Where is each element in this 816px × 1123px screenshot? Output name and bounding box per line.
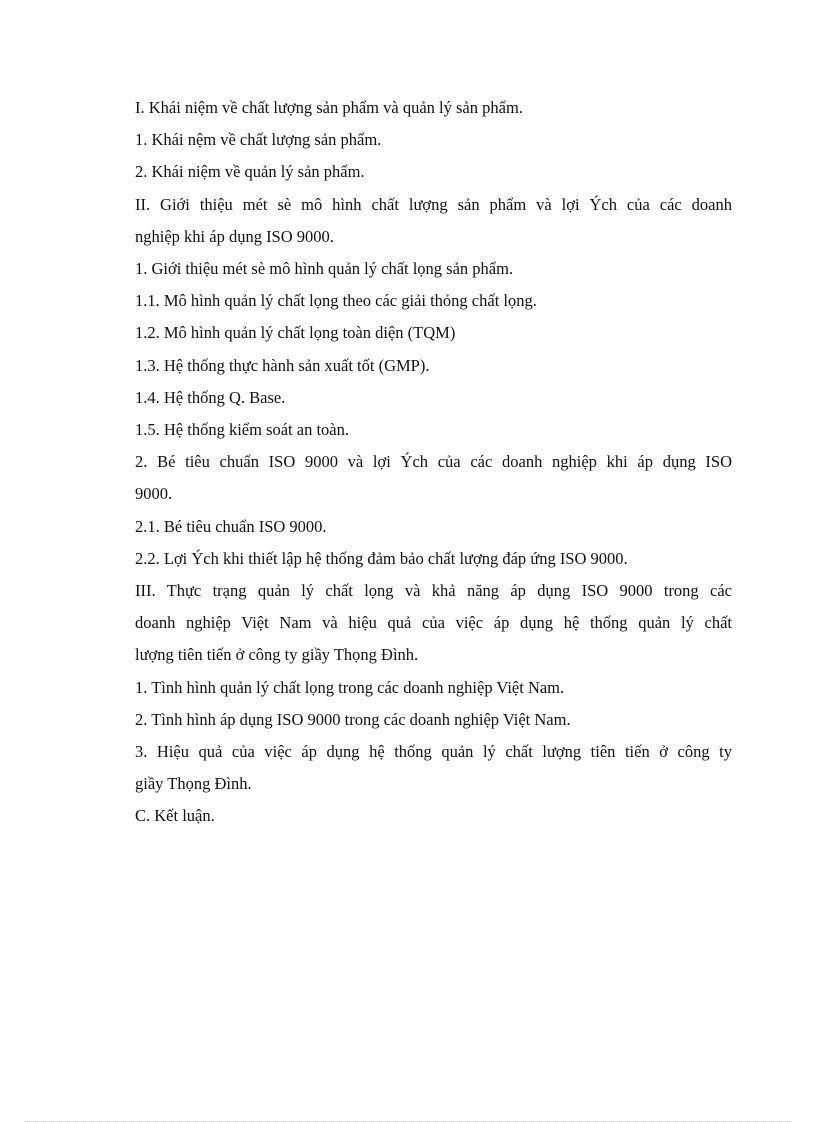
toc-line: 2.2. Lợi Ých khi thiết lập hệ thống đảm bảo chất lượng đáp ứng ISO 9000. [135, 548, 628, 568]
toc-line: doanh nghiệp Việt Nam và hiệu quả của việc áp dụng hệ thống quản lý chất [135, 613, 732, 633]
page-bottom-divider [24, 1121, 792, 1122]
toc-line: II. Giới thiệu mét sè mô hình chất lượng sản phẩm và lợi Ých của các doanh [135, 194, 732, 214]
toc-line: 3. Hiệu quả của việc áp dụng hệ thống quản lý chất lượng tiên tiến ở công ty [135, 742, 732, 762]
toc-line: C. Kết luận. [135, 806, 215, 826]
toc-line: 1.4. Hệ thống Q. Base. [135, 387, 286, 407]
toc-line: 1. Tình hình quản lý chất lọng trong các doanh nghiệp Việt Nam. [135, 677, 565, 697]
table-of-contents [135, 92, 732, 833]
toc-line: 2.1. Bé tiêu chuẩn ISO 9000. [135, 516, 327, 536]
toc-line: 1.3. Hệ thống thực hành sản xuất tốt (GMP). [135, 355, 430, 375]
toc-line: 1.5. Hệ thống kiểm soát an toàn. [135, 420, 350, 440]
toc-line: III. Thực trạng quản lý chất lọng và khả năng áp dụng ISO 9000 trong các [135, 581, 732, 601]
toc-line: I. Khái niệm về chất lượng sản phẩm và quản lý sản phẩm. [135, 98, 523, 117]
toc-line: 1.1. Mô hình quản lý chất lọng theo các giải thỏng chất lọng. [135, 291, 537, 311]
toc-line: 1.2. Mô hình quản lý chất lọng toàn diện (TQM) [135, 323, 456, 343]
toc-line: 1. Giới thiệu mét sè mô hình quản lý chất lọng sản phẩm. [135, 259, 514, 279]
toc-line: 2. Tình hình áp dụng ISO 9000 trong các doanh nghiệp Việt Nam. [135, 709, 571, 729]
toc-line: 9000. [135, 484, 173, 504]
toc-line: 2. Bé tiêu chuẩn ISO 9000 và lợi Ých của các doanh nghiệp khi áp dụng ISO [135, 452, 732, 472]
toc-line: 1. Khái nệm về chất lượng sản phẩm. [135, 130, 382, 150]
toc-line: lượng tiên tiến ở công ty giầy Thọng Đình. [135, 645, 419, 665]
toc-line: nghiệp khi áp dụng ISO 9000. [135, 226, 334, 246]
toc-line: giầy Thọng Đình. [135, 774, 252, 794]
toc-line: 2. Khái niệm về quản lý sản phẩm. [135, 162, 365, 182]
